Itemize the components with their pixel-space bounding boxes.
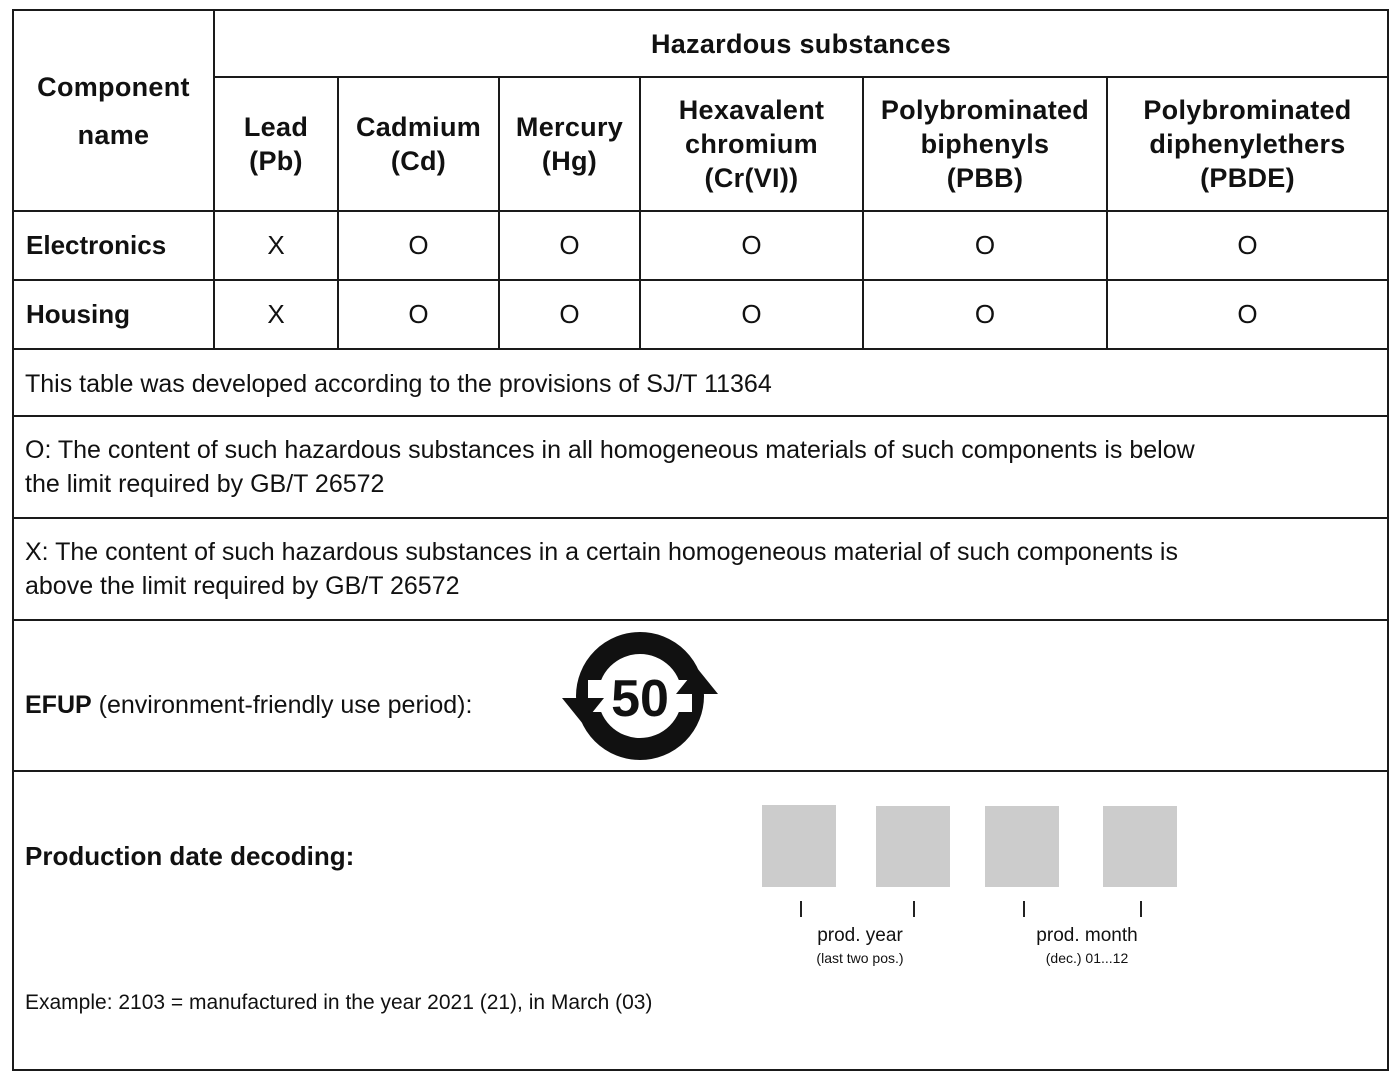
substance-symbol: (Cr(VI))	[704, 163, 799, 193]
note-divider	[12, 619, 1389, 621]
table-cell: X	[267, 230, 285, 260]
substance-header-mercury	[500, 78, 639, 210]
substance-symbol: (Pb)	[249, 146, 303, 176]
prod-month-sublabel: (dec.) 01...12	[1045, 950, 1129, 966]
hazardous-substances-header	[215, 11, 1387, 76]
substance-name: diphenylethers	[1149, 129, 1346, 159]
efup-label-text: (environment-friendly use period):	[91, 691, 473, 719]
substance-name: Cadmium	[355, 112, 482, 142]
table-cell: O	[559, 230, 580, 260]
month-digit-box	[1103, 806, 1177, 887]
component-name-header	[14, 11, 213, 210]
substance-header-pbb	[864, 78, 1106, 210]
year-digit-box	[876, 806, 950, 887]
table-cell: O	[559, 299, 580, 329]
month-bracket-tick	[1023, 901, 1025, 917]
x-legend-line: above the limit required by GB/T 26572	[25, 572, 460, 600]
table-cell: O	[741, 230, 762, 260]
table-cell: O	[1237, 299, 1258, 329]
substance-symbol: (PBDE)	[1200, 163, 1295, 193]
table-row-label: Electronics	[26, 230, 167, 260]
efup-divider	[12, 770, 1389, 772]
header-text: name	[77, 119, 150, 150]
efup-label-bold: EFUP	[25, 691, 92, 719]
o-legend-line: the limit required by GB/T 26572	[25, 470, 385, 498]
month-bracket-tick	[1140, 901, 1142, 917]
substance-symbol: (Hg)	[541, 146, 598, 176]
year-bracket-tick	[913, 901, 915, 917]
substance-name: Polybrominated	[1143, 95, 1352, 125]
efup-number: 50	[611, 670, 669, 728]
note-divider	[12, 517, 1389, 519]
substance-name: Polybrominated	[880, 95, 1090, 125]
year-bracket-tick	[800, 901, 802, 917]
year-digit-box	[762, 805, 836, 887]
prod-year-label: prod. year	[817, 925, 903, 946]
production-date-title: Production date decoding:	[25, 841, 355, 871]
substance-header-lead	[215, 78, 337, 210]
substance-name: Mercury	[515, 112, 624, 142]
standard-note: This table was developed according to the provisions of SJ/T 11364	[25, 370, 772, 398]
efup-label	[25, 688, 472, 722]
table-row-label: Housing	[26, 299, 130, 329]
x-legend-line: X: The content of such hazardous substances in a certain homogeneous material of such components is	[25, 538, 1178, 566]
production-example: Example: 2103 = manufactured in the year 2021 (21), in March (03)	[25, 991, 653, 1014]
row-divider	[12, 348, 1389, 350]
header-text: Component	[37, 71, 190, 102]
o-legend-line: O: The content of such hazardous substances in all homogeneous materials of such components is below	[25, 436, 1195, 464]
substance-name: biphenyls	[920, 129, 1050, 159]
table-cell: O	[974, 230, 996, 260]
substance-symbol: (Cd)	[390, 146, 447, 176]
table-cell: O	[408, 299, 429, 329]
header-text: Hazardous substances	[650, 28, 952, 59]
substance-header-pbde	[1108, 78, 1387, 210]
substance-name: chromium	[685, 129, 818, 159]
table-cell: X	[267, 299, 285, 329]
table-cell: O	[408, 230, 429, 260]
substance-symbol: (PBB)	[946, 163, 1024, 193]
table-cell: O	[1237, 230, 1258, 260]
substance-name: Hexavalent	[678, 95, 825, 125]
prod-year-sublabel: (last two pos.)	[816, 950, 904, 966]
note-divider	[12, 415, 1389, 417]
substance-header-hexavalent-chromium	[641, 78, 862, 210]
month-digit-box	[985, 806, 1059, 887]
substance-header-cadmium	[339, 78, 498, 210]
table-cell: O	[741, 299, 762, 329]
prod-month-label: prod. month	[1036, 925, 1138, 946]
substance-name: Lead	[243, 112, 309, 142]
table-cell: O	[974, 299, 996, 329]
efup-50-logo-icon	[560, 628, 720, 764]
